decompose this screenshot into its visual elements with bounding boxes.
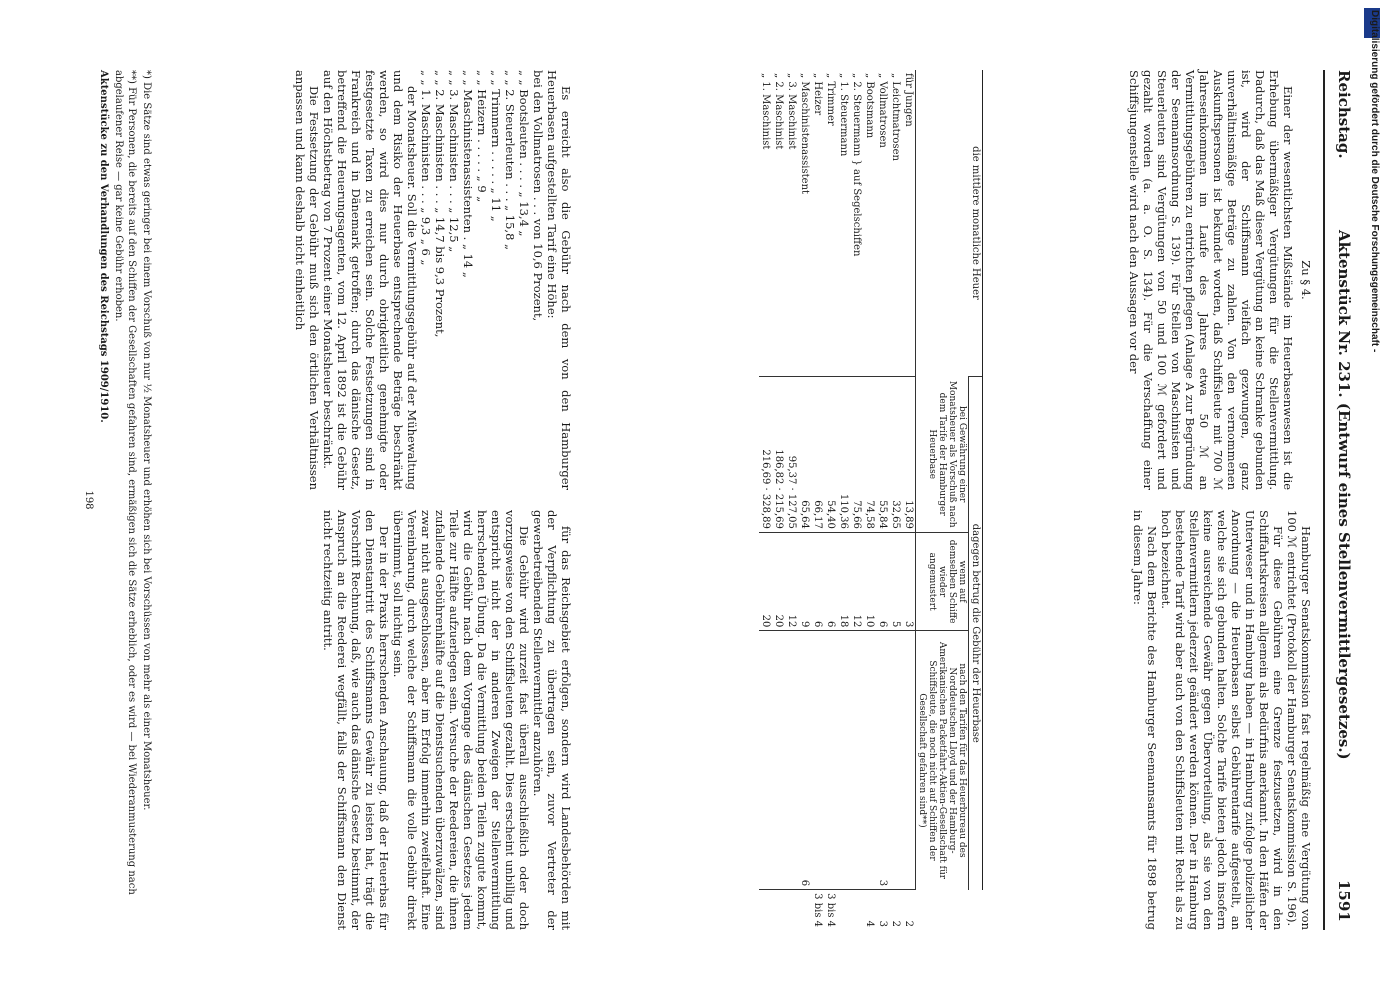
table-row — [902, 70, 916, 930]
section-heading: Zu § 4. — [1299, 260, 1313, 300]
row-dampfer — [837, 631, 850, 890]
row-vorschuss: 9 — [798, 532, 811, 630]
paragraph: Einer der wesentlichsten Mißstände im Heuerbasenwesen ist die Erhebung übermäßiger Vergütungen für die Stellenvermittlung. Dadurch, daß das Maß dieser Vergütung an keine Schranke gebunden ist, wird der Schiffsmann vielfach gezwungen, ganz unverhältnismäßige Beträge zu zahlen. Von den vernommenen Auskunftspersonen ist bekundet worden, daß Schiffsleute mit 700 ℳ Jahreseinkommen im Laufe des Jahres etwa 50 ℳ an Vermittlungsgebühren zu entrichten pflegen (Anlage A zur Begründung der Seemannsordnung S. 139). Für Stellen von Maschinisten und Steuerleuten sind Vergütungen von 50 und 100 ℳ gefordert und gezahlt worden (a. a. O. S. 134). Für die Verschaffung einer Schiffsjungenstelle wird nach den Aussagen vor der — [1127, 70, 1295, 490]
header-left: Reichstag. — [1335, 70, 1353, 159]
table-row — [850, 70, 863, 930]
row-lloyd: 3 bis 4 — [811, 890, 824, 930]
lower-left-column — [293, 70, 573, 490]
row-dampfer: 6 — [798, 631, 811, 890]
row-vorschuss: 6 — [824, 532, 837, 630]
row-label: „ 1. Maschinist — [760, 73, 771, 150]
table-row — [876, 70, 889, 930]
table-row — [889, 70, 902, 930]
footnote-2: **) Für Personen, die bereits auf den Schiffen der Gesellschaften gefahren sind, ermäßigen sich die Sätze erheblich, oder es wird — bei Wiederanmusterung nach abgelaufener Reise — gar keine Gebühr erhoben. — [113, 70, 137, 895]
rate-list-item: „ „ 2. Maschinisten . . . „ 14,7 bis 9,3 Prozent, — [433, 70, 447, 338]
table-row — [798, 70, 811, 930]
rate-list-item: bei den Vollmatrosen . . . von 10,6 Prozent, — [531, 70, 545, 322]
rate-list-item: „ „ Heizern . . . . . „ 9 „ — [475, 70, 489, 203]
lower-right-column — [321, 510, 573, 930]
paragraph: für das Reichsgebiet erfolgen, sondern wird Landesbehörden mit der Verpflichtung zu übertragen sein, zuvor Vertreter der gewerbetreibenden Stellenvermittler anzuhören. — [531, 510, 573, 930]
row-vorschuss: 12 — [850, 532, 863, 630]
row-dampfer — [785, 631, 798, 890]
row-vorschuss: 18 — [837, 532, 850, 630]
paragraph: Die Festsetzung der Gebühr muß sich den örtlichen Verhältnissen anpassen und kann deshalb nicht einheitlich — [293, 70, 321, 490]
row-lloyd — [837, 890, 850, 930]
row-label: „ Leichtmatrosen — [890, 73, 901, 161]
rate-list — [419, 70, 545, 490]
table-row — [837, 70, 850, 930]
row-heuer: 66,17 — [811, 377, 824, 533]
sub-lloyd: nach den Tarifen für das Heuerbureau des Norddeutschen Lloyd und der Hamburg-Amerikanischen Packetfahrt-Aktien-Gesellschaft für Schiffsleute, die noch nicht auf Schiffen der Gesellschaft gefahren sind**) — [916, 631, 969, 890]
row-dampfer — [863, 631, 876, 890]
rate-list-item: „ „ 3. Maschinisten . . . „ 12,5 „ — [447, 70, 461, 253]
row-dampfer — [850, 631, 863, 890]
row-lloyd — [850, 890, 863, 930]
table-row — [785, 70, 798, 930]
row-dampfer — [824, 631, 837, 890]
row-heuer: 95,37 · 127,05 — [785, 377, 798, 533]
table-row — [811, 70, 824, 930]
sub-dampfer: wenn auf demselben Schiffe wieder angemustert — [916, 532, 969, 630]
digitization-note-text: Digitalisierung gefördert durch die Deutsche Forschungsgemeinschaft - — [1369, 10, 1380, 353]
row-heuer: 110,36 — [837, 377, 850, 533]
row-label: „ Bootsmann — [864, 73, 875, 139]
page-number: 1591 — [1335, 880, 1353, 922]
row-lloyd — [759, 890, 772, 930]
row-vorschuss: 20 — [759, 532, 772, 630]
paragraph: Die Gebühr wird zurzeit fast überall ausschließlich oder doch vorzugsweise von den Schiffsleuten gezahlt. Dies erscheint unbillig und entspricht nicht der in anderen Zweigen der Stellenvermittlung herrschenden Übung. Da die Vermittlung beiden Teilen zugute kommt, wird die Gebühr nach dem Vorgange des dänischen Gesetzes jedem Teile zur Hälfte aufzuerlegen sein. Versuche der Reedereien, die ihnen zufallende Gebührenhälfte auf die Dienstsuchenden überzuwälzen, sind zwar nicht ausgeschlossen, aber im Erfolg immerhin zweifelhaft. Eine Vereinbarung, durch welche der Schiffsmann die volle Gebühr direkt übernimmt, soll nichtig sein. — [391, 510, 531, 930]
row-dampfer: 3 — [876, 631, 889, 890]
row-vorschuss: 10 — [863, 532, 876, 630]
table-row — [824, 70, 837, 930]
row-vorschuss: 6 — [876, 532, 889, 630]
row-label: „ 3. Maschinist — [786, 73, 797, 150]
row-label: für Jungen — [903, 73, 914, 127]
wage-table-body — [759, 70, 916, 930]
row-heuer: 55,84 — [876, 377, 889, 533]
column-right — [1133, 510, 1313, 930]
row-vorschuss: 20 — [772, 532, 785, 630]
row-label: „ 1. Steuermann — [838, 73, 849, 157]
sheet-number: 198 — [83, 490, 94, 510]
row-heuer: 13,89 — [902, 377, 916, 533]
row-lloyd — [772, 890, 785, 930]
row-heuer: 75,66 — [850, 377, 863, 533]
paragraph: Für diese Gebühren eine Grenze festzusetzen, wird in den Schiffahrtskreisen allgemein als Bedürfnis anerkannt. In den Häfen der Unterweser und in Hamburg haben — in Hamburg zufolge polizeilicher Anordnung — die Heuerbasen selbst Gebührentarife aufgestellt, an welche sie sich gebunden halten. Solche Tarife bieten jedoch insofern keine ausreichende Gewähr gegen Übervorteilung, als sie von den Stellenvermittlern jederzeit geändert werden können. Der in Hamburg bestehende Tarif wird aber auch von den Schiffsleuten mit Recht als zu hoch bezeichnet. — [1159, 510, 1285, 930]
row-label: „ Maschinistenassistent — [799, 73, 810, 195]
rate-list-item: „ „ Maschinistenassistenten . „ 14 „ — [461, 70, 475, 278]
paragraph: Hamburger Senatskommission fast regelmäßig eine Vergütung von 100 ℳ entrichtet (Protokoll der Hamburger Senatskommission S. 196). — [1285, 510, 1313, 930]
row-lloyd: 4 — [863, 890, 876, 930]
wage-table — [759, 70, 983, 930]
col-gebuehr: dagegen betrug die Gebühr der Heuerbase — [969, 377, 983, 890]
row-lloyd — [785, 890, 798, 930]
row-dampfer — [759, 631, 772, 890]
paragraph: der Monatsheuer. Soll die Vermittlungsgebühr auf der Mühewaltung und dem Risiko der Heuerbase entsprechende Beträge beschränkt werden, so wird dies nur durch obrigkeitlich genehmigte oder festgesetzte Taxen zu erreichen sein. Solche Festsetzungen sind in Frankreich und in Dänemark getroffen; durch das dänische Gesetz, betreffend die Heuerungsagenten, vom 12. April 1892 ist die Gebühr auf den Höchstbetrag von 7 Prozent einer Monatsheuer beschränkt. — [321, 70, 419, 490]
paragraph: Nach dem Berichte des Hamburger Seemannsamts für 1898 betrug in diesem Jahre: — [1131, 510, 1159, 930]
row-heuer: 32,65 — [889, 377, 902, 533]
row-vorschuss: 3 — [902, 532, 916, 630]
col-heuer: die mittlere monatliche Heuer — [916, 70, 983, 377]
header-title: Aktenstück Nr. 231. (Entwurf eines Stellenvermittlergesetzes.) — [1335, 230, 1353, 760]
row-heuer: 186,82 · 215,69 — [772, 377, 785, 533]
row-lloyd: 2 — [889, 890, 902, 930]
rate-list-item: „ „ Trimmern . . . . . „ 11 „ — [489, 70, 503, 222]
paragraph: Der in der Praxis herrschenden Anschauung, daß der Heuerbas für den Dienstantritt des Schiffsmanns Gewähr zu leisten hat, trägt die Vorschrift Rechnung, daß, wie auch das dänische Gesetz bestimmt, der Anspruch an die Reederei wegfällt, falls der Schiffsmann den Dienst nicht rechtzeitig antritt. — [321, 510, 391, 930]
row-label: „ 2. Maschinist — [773, 73, 784, 150]
row-dampfer — [902, 631, 916, 890]
row-label: „ Heizer — [812, 73, 823, 116]
row-dampfer — [889, 631, 902, 890]
digitization-note — [1368, 10, 1382, 910]
row-heuer: 74,58 — [863, 377, 876, 533]
footnotes — [80, 70, 153, 930]
table-row — [759, 70, 772, 930]
row-lloyd: 2 — [902, 890, 916, 930]
row-vorschuss: 6 — [811, 532, 824, 630]
table-row — [772, 70, 785, 930]
header-rule — [1323, 70, 1325, 930]
row-dampfer — [811, 631, 824, 890]
column-left — [1127, 70, 1313, 490]
row-dampfer — [772, 631, 785, 890]
rate-list-item: „ „ 2. Steuerleuten . . . „ 15,8 „ — [503, 70, 517, 251]
page-header — [1327, 70, 1353, 930]
footer-source: Aktenstücke zu den Verhandlungen des Reichstags 1909/1910. — [98, 70, 109, 423]
row-label: „ Vollmatrosen — [877, 73, 888, 148]
row-heuer: 216,69 · 328,89 — [759, 377, 772, 533]
table-row — [863, 70, 876, 930]
row-vorschuss: 12 — [785, 532, 798, 630]
row-lloyd: 3 bis 4 — [824, 890, 837, 930]
row-vorschuss: 5 — [889, 532, 902, 630]
rate-list-item: „ „ 1. Maschinisten . . . „ 9,3 „ 6 „ — [419, 70, 433, 266]
sub-vorschuss: bei Gewährung einer Monatsheuer als Vorschuß nach dem Tarife der Hamburger Heuerbase — [916, 377, 969, 533]
footnote-1: *) Die Sätze sind etwas geringer bei einem Vorschuß von nur ½ Monatsheuer und erhöhen sich bei Vorschüssen von mehr als einer Monatsheuer. — [141, 70, 152, 811]
row-label: „ 2. Steuermann } auf Segelschiffen — [851, 73, 862, 257]
row-lloyd — [798, 890, 811, 930]
rate-list-item: „ „ Bootsleuten . . . . „ 13,4 „ — [517, 70, 531, 237]
row-lloyd: 3 — [876, 890, 889, 930]
paragraph: Es erreicht also die Gebühr nach dem von den Hamburger Heuerbasen aufgestellten Tarif eine Höhe: — [545, 70, 573, 490]
row-heuer: 54,40 — [824, 377, 837, 533]
row-label: „ Trimmer — [825, 73, 836, 126]
row-heuer: 65,64 — [798, 377, 811, 533]
